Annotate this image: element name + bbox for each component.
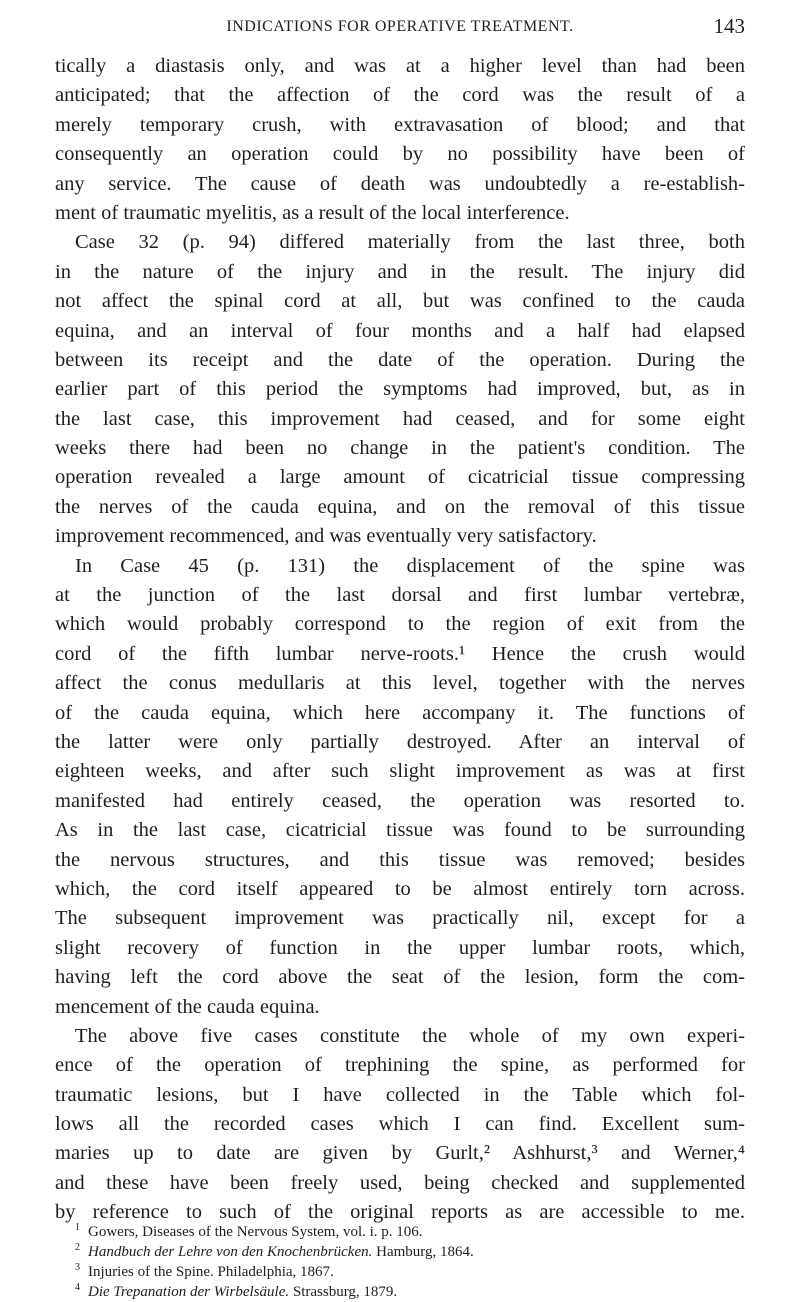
footnote bbox=[75, 1258, 745, 1278]
text-line: weeks there had been no change in the patient's condition. The bbox=[55, 437, 745, 460]
footnote-title: Handbuch der Lehre von den Knochenbrücken. bbox=[88, 1244, 373, 1260]
text-line: equina, and an interval of four months and a half had elapsed bbox=[55, 319, 745, 342]
text-line: any service. The cause of death was undoubtedly a re-establish- bbox=[55, 172, 745, 195]
footnote-number: 3 bbox=[75, 1262, 80, 1273]
footnote-text: Gowers, Diseases of the Nervous System, vol. i. p. 106. bbox=[88, 1224, 423, 1240]
text-line: by reference to such of the original reports as are accessible to me. bbox=[55, 1201, 745, 1224]
page-header bbox=[55, 14, 745, 40]
page-number: 143 bbox=[713, 14, 745, 38]
text-line: the last case, this improvement had ceased, and for some eight bbox=[55, 407, 745, 430]
text-line: of the cauda equina, which here accompany it. The functions of bbox=[55, 701, 745, 724]
footnote-number: 4 bbox=[75, 1282, 80, 1293]
text-line: eighteen weeks, and after such slight improvement as was at first bbox=[55, 760, 745, 783]
text-line: not affect the spinal cord at all, but was confined to the cauda bbox=[55, 290, 745, 313]
text-line: Case 32 (p. 94) differed materially from the last three, both bbox=[75, 231, 745, 254]
text-line: operation revealed a large amount of cicatricial tissue compressing bbox=[55, 466, 745, 489]
text-line: manifested had entirely ceased, the operation was resorted to. bbox=[55, 789, 745, 812]
text-line: traumatic lesions, but I have collected in the Table which fol- bbox=[55, 1083, 745, 1106]
text-line: at the junction of the last dorsal and first lumbar vertebræ, bbox=[55, 584, 745, 607]
text-line: having left the cord above the seat of the lesion, form the com- bbox=[55, 966, 745, 989]
text-line: which, the cord itself appeared to be almost entirely torn across. bbox=[55, 877, 745, 900]
text-line: mencement of the cauda equina. bbox=[55, 995, 320, 1018]
footnote-number: 1 bbox=[75, 1222, 80, 1233]
footnote bbox=[75, 1218, 745, 1238]
text-line: affect the conus medullaris at this level, together with the nerves bbox=[55, 672, 745, 695]
text-line: As in the last case, cicatricial tissue was found to be surrounding bbox=[55, 819, 745, 842]
text-line: slight recovery of function in the upper lumbar roots, which, bbox=[55, 936, 745, 959]
footnote-text: Hamburg, 1864. bbox=[372, 1244, 474, 1260]
text-line: between its receipt and the date of the operation. During the bbox=[55, 348, 745, 371]
footnote bbox=[75, 1238, 745, 1258]
footnote-text: Injuries of the Spine. Philadelphia, 1867. bbox=[88, 1264, 334, 1280]
text-line: cord of the fifth lumbar nerve-roots.¹ Hence the crush would bbox=[55, 642, 745, 665]
text-line: earlier part of this period the symptoms had improved, but, as in bbox=[55, 378, 745, 401]
text-line: In Case 45 (p. 131) the displacement of the spine was bbox=[75, 554, 745, 577]
footnote-text: Strassburg, 1879. bbox=[289, 1284, 398, 1300]
text-line: which would probably correspond to the region of exit from the bbox=[55, 613, 745, 636]
text-line: merely temporary crush, with extravasation of blood; and that bbox=[55, 113, 745, 136]
text-line: tically a diastasis only, and was at a higher level than had been bbox=[55, 55, 745, 77]
text-line: consequently an operation could by no possibility have been of bbox=[55, 143, 745, 166]
text-line: ment of traumatic myelitis, as a result of the local interference. bbox=[55, 201, 570, 224]
text-line: in the nature of the injury and in the result. The injury did bbox=[55, 260, 745, 283]
body-text bbox=[55, 52, 745, 1228]
text-line: ence of the operation of trephining the spine, as performed for bbox=[55, 1054, 745, 1077]
text-line: improvement recommenced, and was eventually very satisfactory. bbox=[55, 525, 597, 548]
text-line: lows all the recorded cases which I can find. Excellent sum- bbox=[55, 1113, 745, 1136]
text-line: and these have been freely used, being checked and supplemented bbox=[55, 1171, 745, 1194]
running-title: INDICATIONS FOR OPERATIVE TREATMENT. bbox=[226, 18, 574, 35]
text-line: The subsequent improvement was practically nil, except for a bbox=[55, 907, 745, 930]
footnote bbox=[75, 1278, 745, 1298]
footnote-number: 2 bbox=[75, 1242, 80, 1253]
text-line: maries up to date are given by Gurlt,² Ashhurst,³ and Werner,⁴ bbox=[55, 1142, 745, 1165]
text-line: the nervous structures, and this tissue was removed; besides bbox=[55, 848, 745, 871]
text-line: The above five cases constitute the whole of my own experi- bbox=[75, 1024, 745, 1047]
footnotes bbox=[75, 1218, 745, 1298]
text-line: the nerves of the cauda equina, and on the removal of this tissue bbox=[55, 495, 745, 518]
text-line: anticipated; that the affection of the cord was the result of a bbox=[55, 84, 745, 107]
footnote-title: Die Trepanation der Wirbelsäule. bbox=[88, 1284, 290, 1300]
text-line: the latter were only partially destroyed. After an interval of bbox=[55, 730, 745, 753]
